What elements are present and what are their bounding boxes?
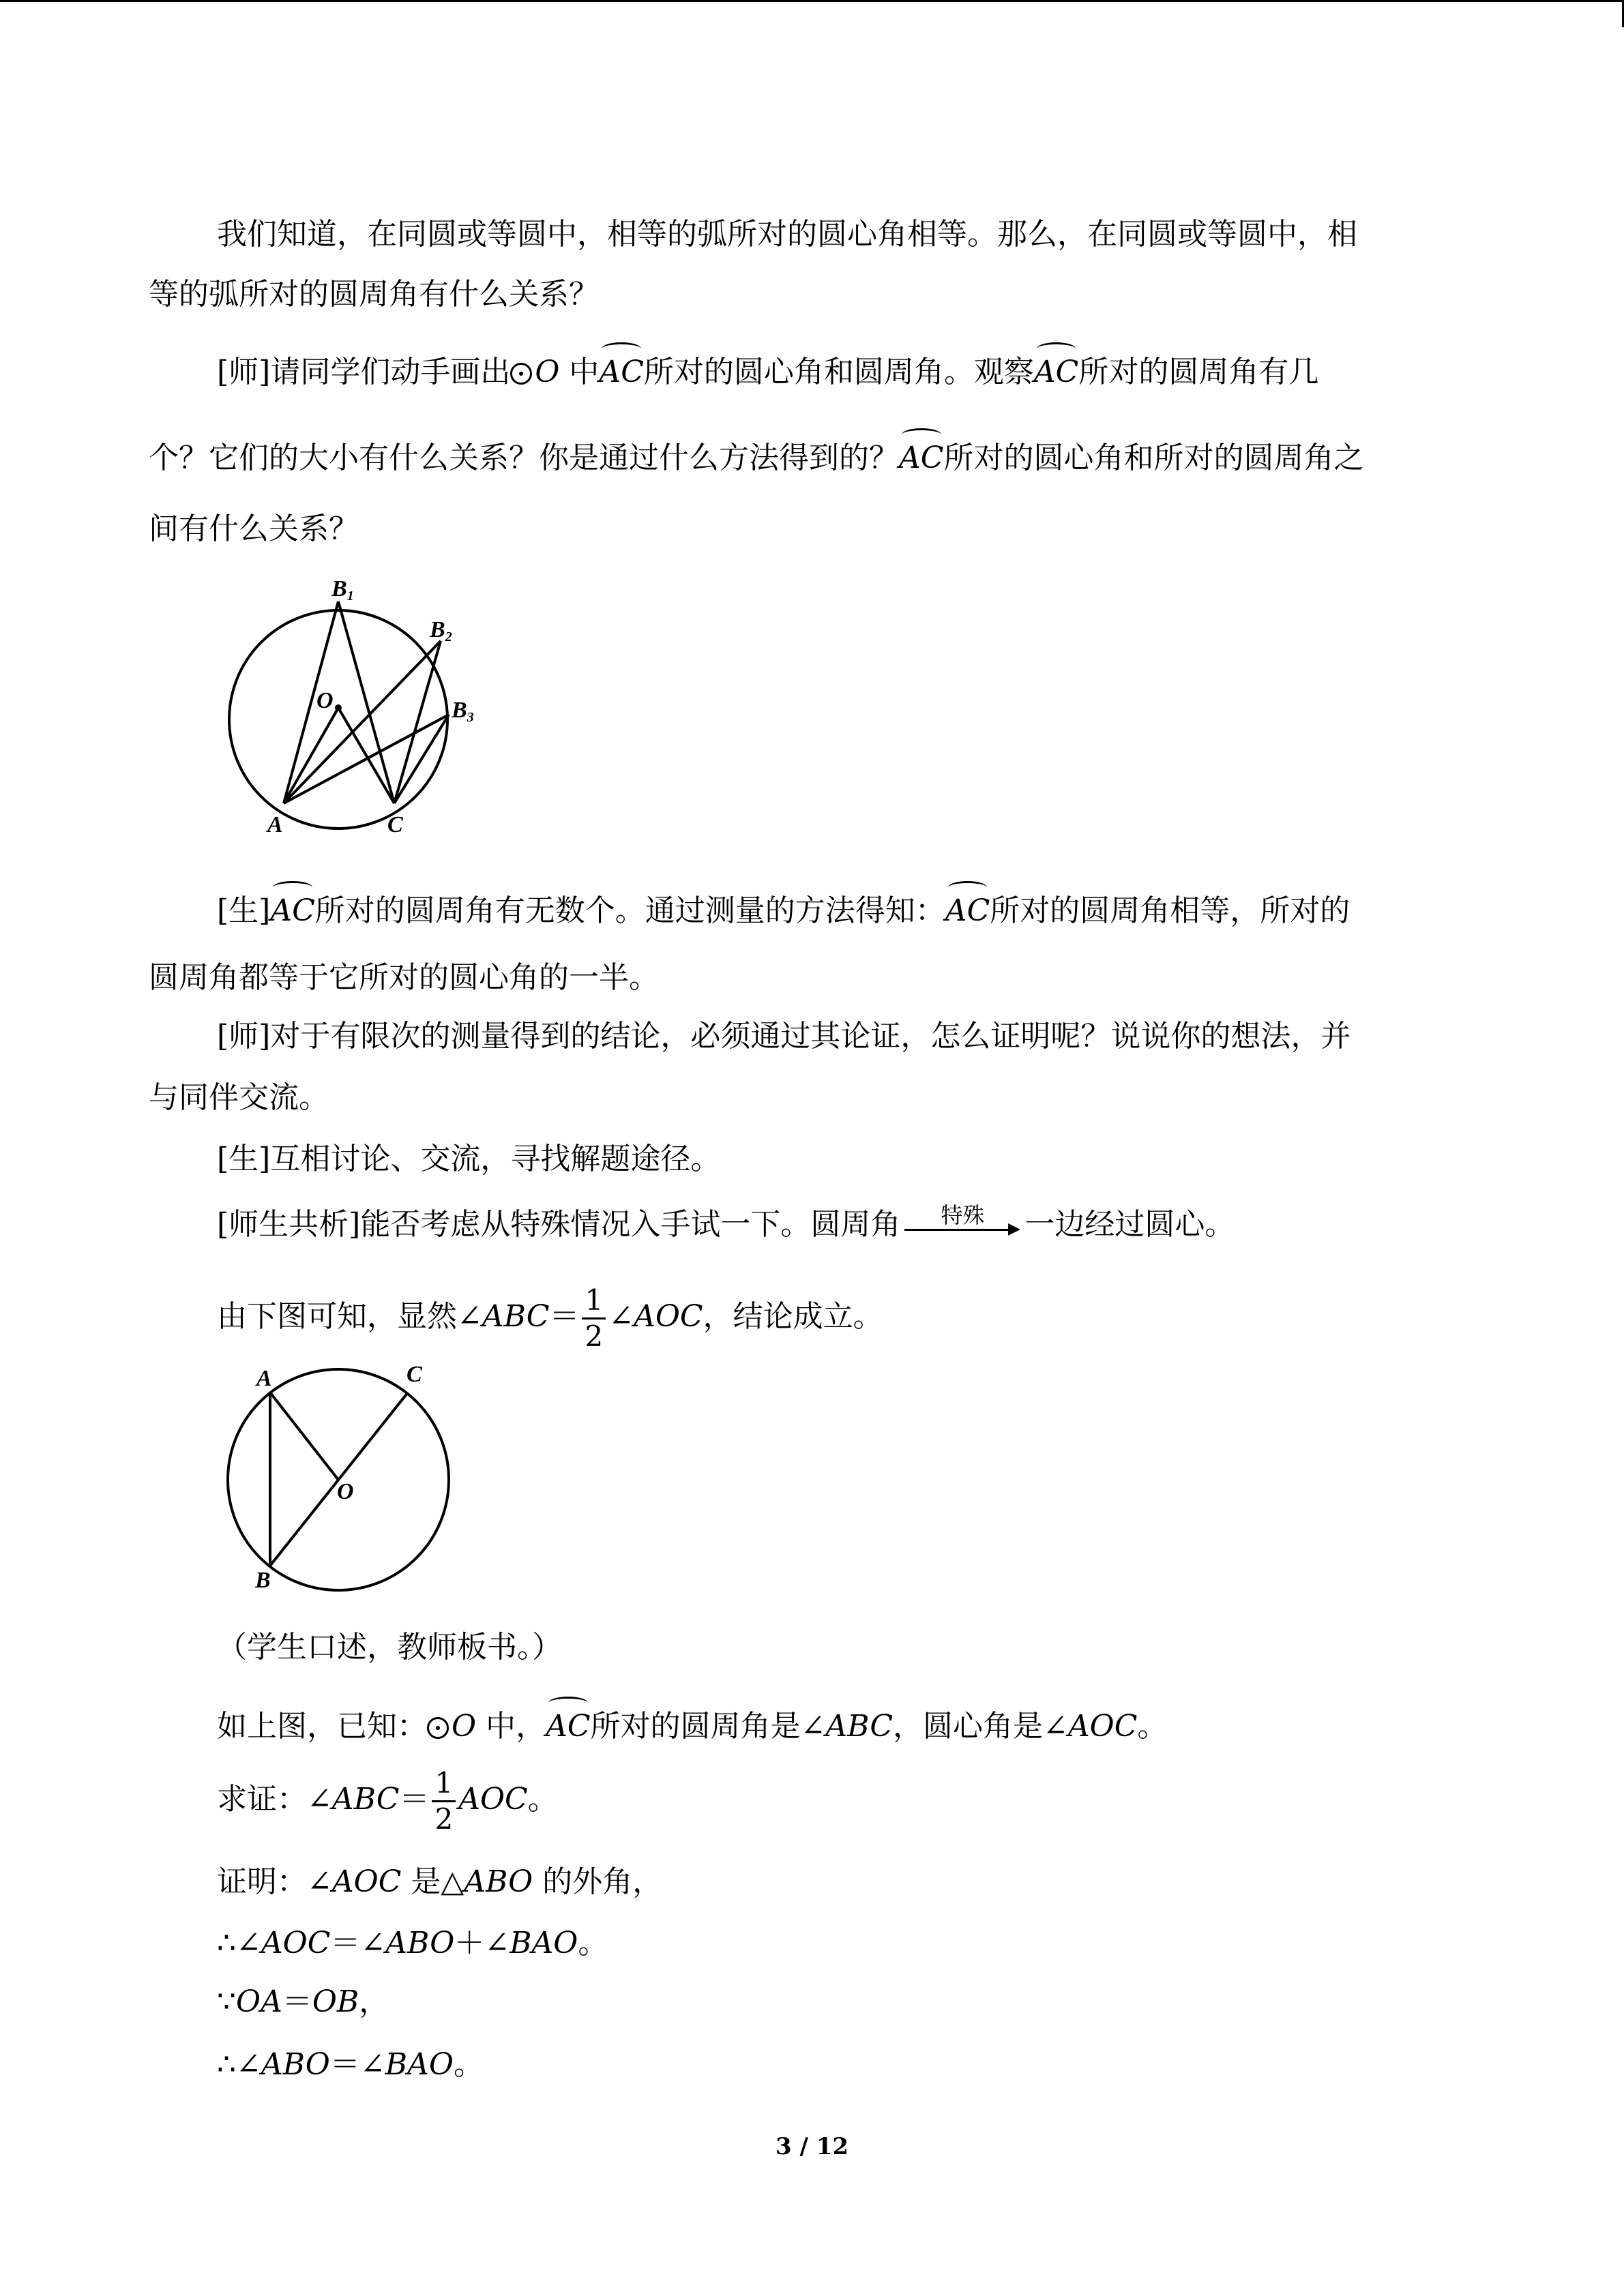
figure-diameter-case (217, 1358, 462, 1604)
text: ， (359, 1984, 389, 2019)
text: 由下图可知，显然∠ (217, 1299, 482, 1334)
label-o: O (337, 1479, 354, 1504)
text: 求证：∠ (217, 1782, 332, 1817)
text: 个？它们的大小有什么关系？你是通过什么方法得到的？ (149, 441, 899, 475)
arc-ac: AC (270, 886, 314, 931)
text: ＝ (549, 1299, 580, 1334)
special-case-arrow (904, 1204, 1020, 1245)
svg-text:B3 (451, 698, 474, 725)
arc-ac: AC (945, 886, 990, 931)
var-aoc: AOC (458, 1782, 528, 1817)
paragraph-11: （学生口述，教师板书。） (217, 1630, 562, 1665)
circle-dot-symbol (427, 1717, 449, 1739)
arc-ac: AC (1034, 348, 1078, 393)
label-b2-sub: 2 (445, 629, 452, 644)
text: ＋∠ (454, 1926, 510, 1960)
text: ，圆心角是∠ (893, 1709, 1068, 1744)
var-abc: ABC (825, 1709, 893, 1744)
label-c: C (407, 1362, 422, 1387)
text: 所对的圆周角是∠ (590, 1709, 826, 1744)
var-abo: ABO (385, 1926, 455, 1960)
var-bao: BAO (385, 2047, 454, 2082)
text: 所对的圆心角和所对的圆周角之 (943, 441, 1364, 475)
label-b1-sub: 1 (346, 588, 354, 603)
segment-o-c (338, 708, 394, 803)
arc-ac: AC (899, 434, 943, 479)
text: ∠ (608, 1299, 634, 1334)
text: ＝∠ (329, 2047, 385, 2082)
var-abc: ABC (482, 1299, 550, 1334)
var-aoc: AOC (331, 1864, 402, 1899)
text: ∴∠ (217, 2047, 261, 2082)
text: ＝ (399, 1782, 430, 1817)
var-abc: ABC (331, 1782, 400, 1817)
paragraph-1-line-1: 我们知道，在同圆或等圆中，相等的弧所对的圆心角相等。那么，在同圆或等圆中，相 (217, 217, 1357, 252)
fraction-one-half (582, 1283, 606, 1353)
text: 所对的圆心角和圆周角。观察 (643, 355, 1034, 389)
paragraph-16 (217, 1982, 389, 2023)
paragraph-5-line-1 (217, 886, 1350, 931)
fraction-one-half (432, 1766, 456, 1836)
paragraph-12 (217, 1702, 1167, 1747)
paragraph-8: [生]互相讨论、交流，寻找解题途径。 (217, 1142, 721, 1176)
text: 。 (453, 2047, 484, 2082)
paragraph-2-line-2 (149, 434, 1363, 479)
label-b: B (255, 1568, 271, 1593)
numerator: 1 (432, 1769, 456, 1802)
paragraph-17 (217, 2044, 484, 2085)
text: ＝∠ (330, 1926, 386, 1960)
var-oa: OA (236, 1984, 282, 2019)
var-abo: ABO (261, 2047, 330, 2082)
text: 中， (476, 1709, 546, 1744)
label-b1: B (331, 576, 347, 601)
numerator: 1 (582, 1286, 606, 1320)
paragraph-5-line-2: 圆周角都等于它所对的圆心角的一半。 (149, 960, 659, 995)
arc-ac: AC (599, 348, 643, 393)
text: [师]请同学们动手画出 (217, 355, 511, 389)
paragraph-14 (217, 1862, 662, 1903)
text: [师生共析]能否考虑从特殊情况入手试一下。圆周角 (217, 1207, 901, 1242)
arc-ac: AC (546, 1702, 590, 1747)
paragraph-7-line-1: [师]对于有限次的测量得到的结论，必须通过其论证，怎么证明呢？说说你的想法，并 (217, 1019, 1351, 1054)
text: [生] (217, 893, 271, 928)
text: 中 (559, 355, 600, 389)
page-top-border (0, 0, 1624, 2)
label-o: O (316, 688, 334, 713)
text: 一边经过圆心。 (1024, 1207, 1235, 1242)
text: 。 (527, 1782, 558, 1817)
svg-text:B2 (429, 617, 452, 644)
figure-inscribed-angles (217, 566, 503, 839)
text: 证明：∠ (217, 1864, 332, 1899)
text: ∵ (217, 1984, 236, 2019)
text: 如上图，已知： (217, 1709, 427, 1744)
arrow-label: 特殊 (941, 1202, 985, 1228)
paragraph-15 (217, 1923, 608, 1964)
var-aoc: AOC (261, 1926, 331, 1960)
paragraph-7-line-2: 与同伴交流。 (149, 1080, 329, 1115)
var-o: O (452, 1709, 477, 1744)
label-a: A (256, 1366, 272, 1391)
text: ∴∠ (217, 1926, 261, 1960)
label-b3-sub: 3 (467, 710, 474, 725)
text: 是△ (401, 1864, 464, 1899)
paragraph-10 (217, 1279, 883, 1354)
text: 所对的圆周角有几 (1078, 355, 1319, 389)
paragraph-1-line-2: 等的弧所对的圆周角有什么关系？ (149, 277, 599, 312)
paragraph-2-line-1 (217, 348, 1318, 393)
label-b2: B (430, 617, 445, 642)
var-o: O (535, 355, 560, 389)
var-bao: BAO (510, 1926, 578, 1960)
segment-a-o (270, 1392, 338, 1480)
center-point (335, 704, 342, 711)
text: 。 (578, 1926, 608, 1960)
circle (229, 610, 447, 829)
label-b3: B (452, 698, 467, 723)
paragraph-9 (217, 1204, 1235, 1245)
label-a: A (267, 812, 283, 837)
label-c: C (387, 812, 403, 837)
var-ob: OB (312, 1984, 359, 2019)
denominator: 2 (585, 1320, 604, 1353)
circle-dot-symbol (510, 363, 532, 385)
text: ，结论成立。 (703, 1299, 883, 1334)
text: 。 (1137, 1709, 1168, 1744)
text: ＝ (282, 1984, 312, 2019)
text: 所对的圆周角相等，所对的 (990, 893, 1350, 928)
page-number: 3 / 12 (775, 2133, 849, 2160)
denominator: 2 (434, 1802, 454, 1836)
segment-b1-c (338, 601, 394, 803)
text: 所对的圆周角有无数个。通过测量的方法得知： (314, 893, 945, 928)
paragraph-13 (217, 1762, 558, 1837)
text: 的外角， (533, 1864, 663, 1899)
paragraph-2-line-3: 间有什么关系？ (149, 511, 359, 546)
var-abo: ABO (464, 1864, 533, 1899)
var-aoc: AOC (1067, 1709, 1138, 1744)
var-aoc: AOC (634, 1299, 703, 1334)
svg-text:B1 (331, 576, 354, 603)
